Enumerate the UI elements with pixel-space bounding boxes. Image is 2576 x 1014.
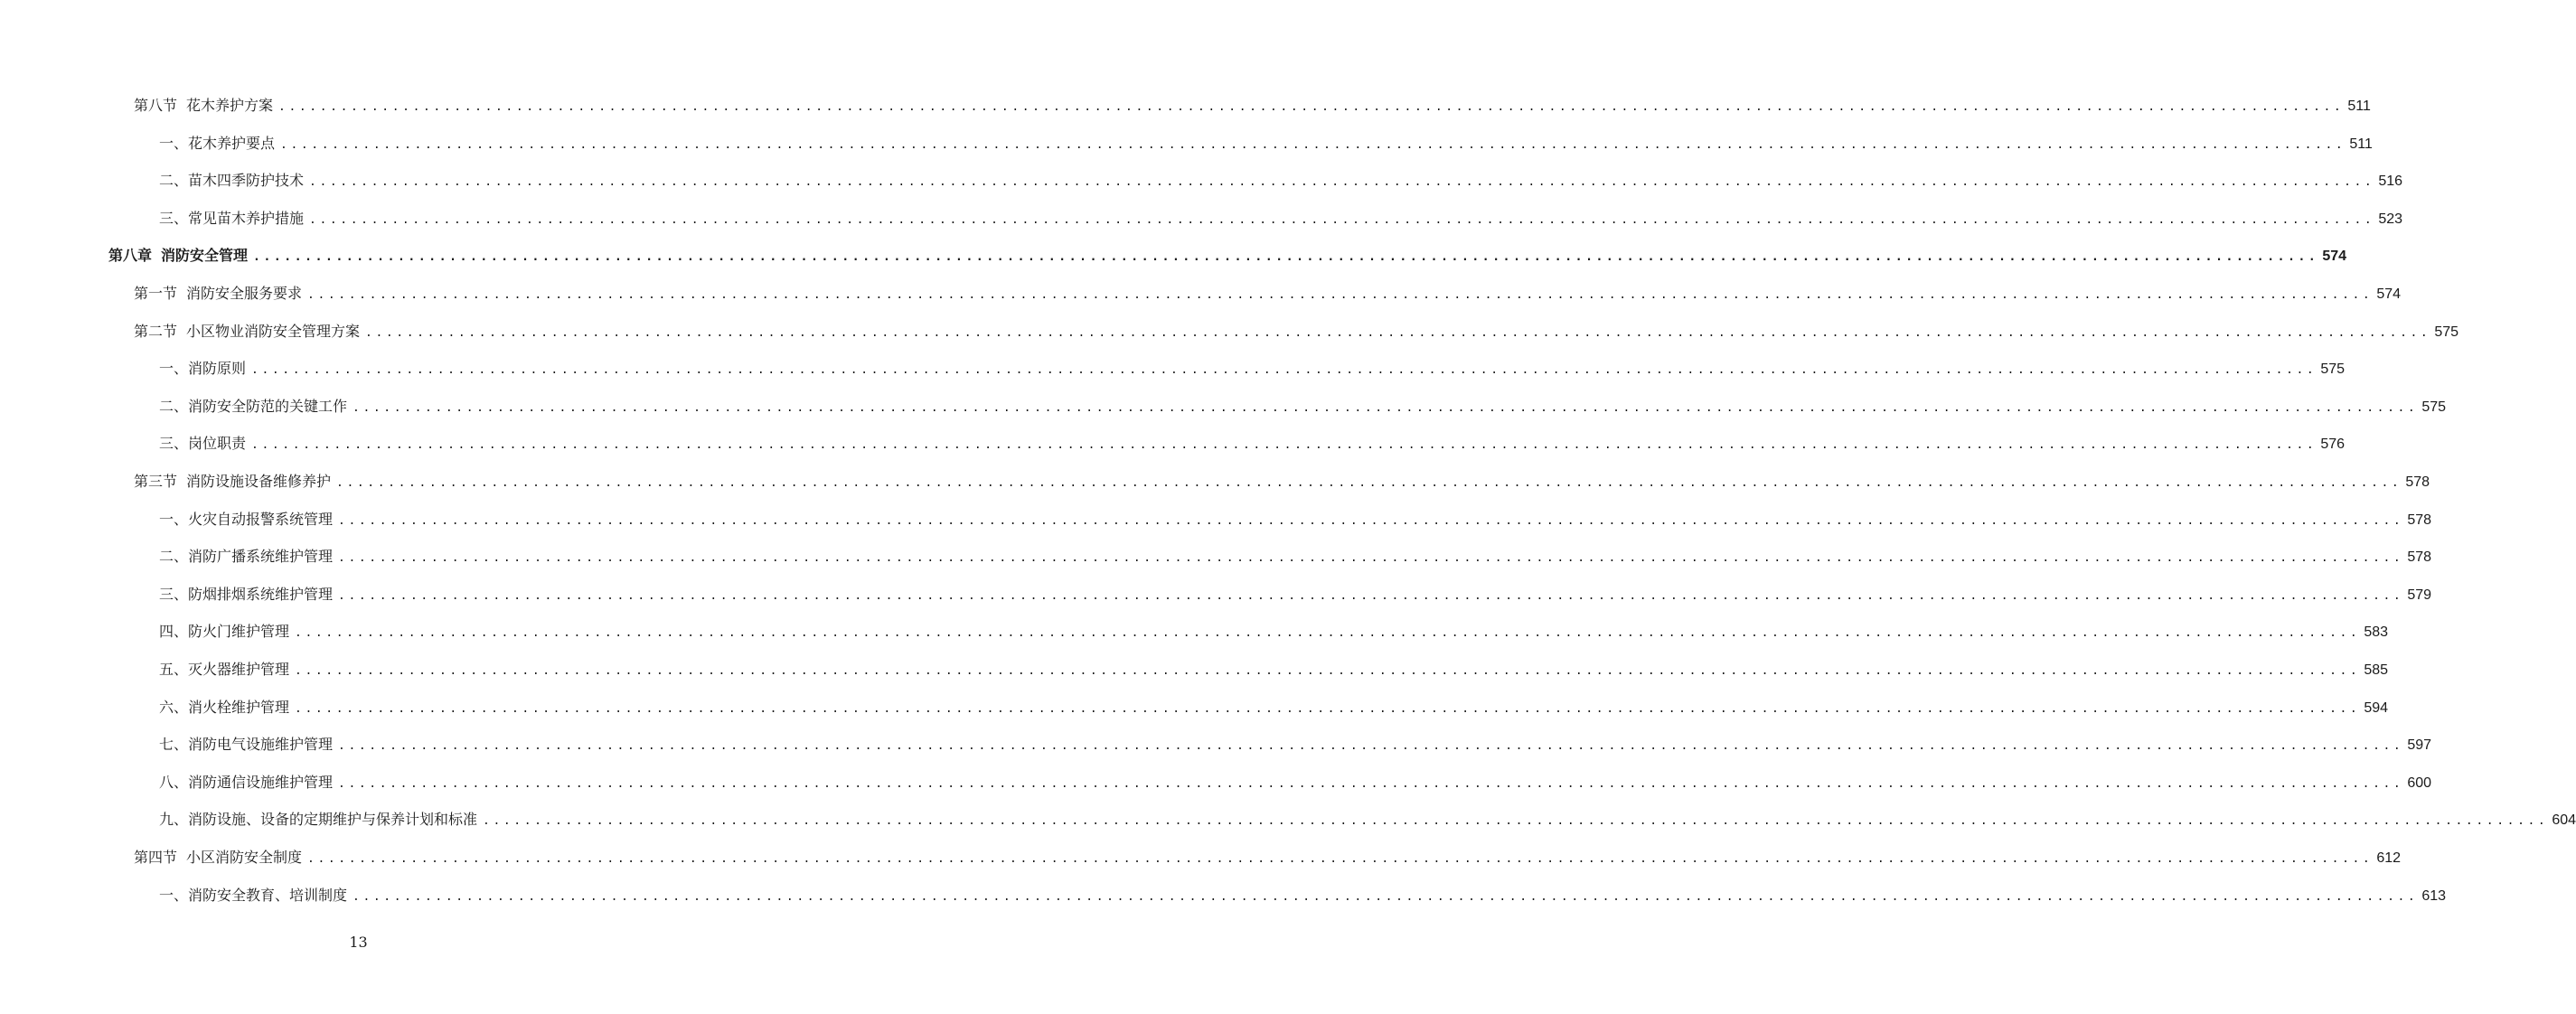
toc-item-entry[interactable] — [159, 584, 2432, 606]
toc-entry-title — [159, 659, 289, 681]
toc-dot-leader: ........................................................................................................................................................................................................ — [251, 438, 2317, 453]
toc-dot-leader: ........................................................................................................................................................................................................ — [338, 551, 2404, 566]
toc-page-number: 516 — [2378, 174, 2403, 190]
toc-entry-text: 四、防火门维护管理 — [159, 623, 290, 641]
toc-entry-title — [159, 546, 333, 568]
toc-dot-leader: ........................................................................................................................................................................................................ — [307, 288, 2374, 302]
toc-entry-text: 二、消防广播系统维护管理 — [159, 548, 334, 566]
toc-entry-text: 一、消防原则 — [159, 360, 247, 378]
toc-page-number: 578 — [2407, 549, 2432, 566]
toc-item-entry[interactable] — [159, 433, 2346, 455]
toc-entry-text: 一、花木养护要点 — [159, 134, 276, 152]
toc-page-number: 612 — [2376, 850, 2402, 866]
toc-item-entry[interactable] — [159, 509, 2432, 530]
toc-dot-leader: ........................................................................................................................................................................................................ — [295, 664, 2361, 678]
toc-entry-title — [159, 133, 275, 155]
toc-section-entry[interactable] — [134, 847, 2402, 868]
toc-entry-title — [134, 321, 360, 343]
toc-dot-leader: ........................................................................................................................................................................................................ — [338, 776, 2404, 791]
toc-page-number: 578 — [2405, 474, 2430, 490]
toc-entry-text: 小区物业消防安全管理方案 — [186, 322, 361, 340]
toc-entry-text: 一、消防安全教育、培训制度 — [159, 886, 348, 904]
toc-entry-text: 二、消防安全防范的关键工作 — [159, 397, 348, 415]
toc-page-number: 604 — [2552, 812, 2576, 829]
toc-item-entry[interactable] — [159, 133, 2373, 155]
toc-page-number: 583 — [2364, 624, 2389, 641]
toc-dot-leader: ........................................................................................................................................................................................................ — [295, 701, 2361, 716]
toc-page-number: 585 — [2364, 662, 2389, 678]
toc-page-number: 523 — [2378, 211, 2403, 227]
toc-page-number: 613 — [2421, 887, 2447, 904]
toc-entry-text: 九、消防设施、设备的定期维护与保养计划和标准 — [159, 811, 478, 829]
toc-dot-leader: ........................................................................................................................................................................................................ — [338, 588, 2404, 603]
toc-section-entry[interactable] — [134, 471, 2430, 493]
toc-section-entry[interactable] — [134, 283, 2402, 305]
toc-entry-label: 第四节 — [134, 849, 178, 866]
toc-page-number: 511 — [2347, 99, 2371, 114]
toc-entry-text: 一、火灾自动报警系统管理 — [159, 510, 334, 528]
toc-entry-text: 三、常见苗木养护措施 — [159, 209, 305, 227]
toc-entry-label: 第三节 — [134, 473, 178, 490]
toc-entry-title — [159, 734, 333, 756]
toc-entry-title — [108, 245, 248, 267]
toc-entry-title — [134, 95, 273, 117]
toc-entry-label: 第二节 — [134, 322, 178, 340]
toc-entry-label: 第八章 — [108, 247, 153, 265]
toc-page-number: 594 — [2364, 699, 2389, 716]
toc-entry-title — [159, 396, 347, 418]
toc-entry-title — [159, 621, 289, 643]
toc-page-number: 511 — [2349, 136, 2373, 152]
toc-dot-leader: ........................................................................................................................................................................................................ — [280, 137, 2346, 152]
toc-section-entry[interactable] — [134, 95, 2371, 117]
toc-dot-leader: ........................................................................................................................................................................................................ — [483, 814, 2549, 829]
toc-page-number: 574 — [2376, 286, 2402, 302]
toc-entry-title — [159, 584, 333, 606]
toc-entry-title — [159, 433, 246, 455]
toc-page-number: 597 — [2407, 737, 2432, 754]
toc-entry-text: 六、消火栓维护管理 — [159, 698, 290, 716]
toc-entry-label: 第一节 — [134, 285, 178, 302]
toc-page-number: 578 — [2407, 512, 2432, 528]
toc-entry-text: 三、防烟排烟系统维护管理 — [159, 585, 334, 603]
toc-dot-leader: ........................................................................................................................................................................................................ — [365, 325, 2431, 340]
toc-section-entry[interactable] — [134, 321, 2459, 343]
toc-page-number: 574 — [2322, 249, 2347, 265]
toc-entry-title — [159, 697, 289, 718]
toc-item-entry[interactable] — [159, 621, 2389, 643]
toc-dot-leader: ........................................................................................................................................................................................................ — [309, 175, 2375, 190]
toc-entry-title — [159, 358, 246, 380]
toc-entry-text: 消防安全服务要求 — [186, 285, 303, 302]
toc-dot-leader: ........................................................................................................................................................................................................ — [295, 626, 2361, 641]
toc-item-entry[interactable] — [159, 885, 2447, 906]
toc-entry-label: 第八节 — [134, 97, 178, 114]
toc-chapter-entry[interactable] — [108, 245, 2347, 267]
toc-entry-text: 消防设施设备维修养护 — [186, 473, 332, 490]
toc-entry-text: 七、消防电气设施维护管理 — [159, 736, 334, 754]
toc-page-number: 579 — [2407, 587, 2432, 603]
toc-entry-text: 消防安全管理 — [161, 247, 249, 265]
toc-entry-title — [159, 772, 333, 793]
toc-item-entry[interactable] — [159, 809, 2576, 831]
toc-entry-title — [159, 885, 347, 906]
toc-entry-text: 三、岗位职责 — [159, 435, 247, 453]
toc-dot-leader: ........................................................................................................................................................................................................ — [338, 739, 2404, 754]
toc-entry-text: 五、灭火器维护管理 — [159, 661, 290, 678]
toc-entry-text: 花木养护方案 — [186, 97, 274, 114]
toc-entry-title — [134, 283, 302, 305]
toc-item-entry[interactable] — [159, 772, 2432, 793]
toc-item-entry[interactable] — [159, 546, 2432, 568]
toc-entry-title — [159, 509, 333, 530]
toc-item-entry[interactable] — [159, 358, 2346, 380]
toc-dot-leader: ........................................................................................................................................................................................................ — [309, 212, 2375, 227]
toc-entry-title — [159, 170, 304, 192]
toc-dot-leader: ........................................................................................................................................................................................................ — [278, 100, 2345, 114]
toc-entry-text: 二、苗木四季防护技术 — [159, 172, 305, 190]
toc-entry-title — [134, 471, 331, 493]
toc-page-number: 575 — [2434, 324, 2459, 340]
toc-item-entry[interactable] — [159, 396, 2447, 418]
toc-item-entry[interactable] — [159, 208, 2403, 230]
toc-entry-title — [159, 208, 304, 230]
toc-entry-title — [159, 809, 477, 831]
toc-dot-leader: ........................................................................................................................................................................................................ — [353, 889, 2419, 904]
page-number: 13 — [349, 934, 368, 951]
toc-dot-leader: ........................................................................................................................................................................................................ — [353, 400, 2419, 415]
toc-item-entry[interactable] — [159, 170, 2403, 192]
toc-page-number: 575 — [2421, 399, 2447, 415]
toc-dot-leader: ........................................................................................................................................................................................................ — [251, 363, 2317, 378]
toc-page-number: 600 — [2407, 775, 2432, 791]
toc-page-number: 576 — [2320, 437, 2346, 453]
toc-dot-leader: ........................................................................................................................................................................................................ — [253, 250, 2319, 265]
toc-dot-leader: ........................................................................................................................................................................................................ — [336, 476, 2402, 490]
toc-page-number: 575 — [2320, 361, 2346, 378]
toc-item-entry[interactable] — [159, 697, 2389, 718]
toc-item-entry[interactable] — [159, 659, 2389, 681]
toc-entry-title — [134, 847, 302, 868]
toc-entry-text: 八、消防通信设施维护管理 — [159, 773, 334, 791]
toc-dot-leader: ........................................................................................................................................................................................................ — [307, 852, 2374, 866]
toc-dot-leader: ........................................................................................................................................................................................................ — [338, 513, 2404, 528]
toc-item-entry[interactable] — [159, 734, 2432, 756]
toc-entry-text: 小区消防安全制度 — [186, 849, 303, 866]
